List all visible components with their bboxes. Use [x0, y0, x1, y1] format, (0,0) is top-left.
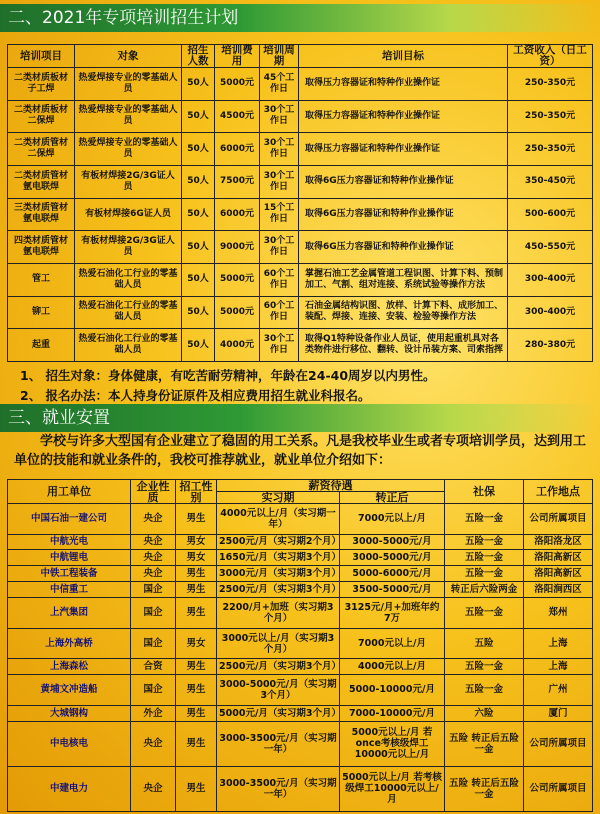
cell-intern: 3000元以上/月（实习期3个月）	[217, 628, 340, 659]
table-row	[8, 534, 593, 550]
cell-fee: 5000元	[215, 68, 260, 101]
cell-location: 公司所属项目	[524, 721, 593, 766]
cell-gender: 男女	[176, 550, 217, 566]
cell-wage: 300-400元	[508, 263, 593, 296]
header-salary: 薪资待遇	[217, 480, 445, 492]
table-row	[8, 566, 593, 582]
cell-goal: 取得Q1特种设备作业人员证，使用起重机具对各类物件进行移位、翻转、设计吊装方案、司索指挥	[299, 329, 508, 362]
cell-location: 公司所属项目	[524, 504, 593, 535]
cell-enrollment: 50人	[182, 68, 215, 101]
cell-project: 四类材质管材氩电联焊	[8, 231, 75, 264]
cell-unit: 中航光电	[8, 534, 131, 550]
cell-regular: 4000元以上/月	[340, 659, 445, 675]
table-row	[8, 231, 593, 264]
table-row	[8, 68, 593, 101]
cell-goal: 石油金属结构识图、放样、计算下料、成形加工、装配、焊接、连接、安装、检验等操作方法	[299, 296, 508, 329]
cell-nature: 国企	[131, 582, 176, 598]
header-unit: 用工单位	[8, 480, 131, 504]
cell-wage: 500-600元	[508, 198, 593, 231]
cell-gender: 男生	[176, 766, 217, 811]
cell-location: 洛阳洛龙区	[524, 534, 593, 550]
cell-insurance: 五险一金	[445, 598, 524, 629]
header-regular: 转正后	[340, 492, 445, 504]
cell-target: 有板材焊接2G/3G证人员	[75, 231, 182, 264]
table-row	[8, 766, 593, 811]
table-row	[8, 504, 593, 535]
cell-nature: 央企	[131, 550, 176, 566]
note-enrollment-target: 1、 招生对象：身体健康，有吃苦耐劳精神，年龄在24-40周岁以内男性。	[20, 368, 436, 383]
cell-wage: 250-350元	[508, 100, 593, 133]
header-period: 培训周期	[260, 45, 299, 68]
cell-insurance: 五险一金	[445, 534, 524, 550]
cell-goal: 取得压力容器证和特种作业操作证	[299, 68, 508, 101]
cell-intern: 3000-5000元/月（实习期3个月）	[217, 675, 340, 706]
table-row	[8, 598, 593, 629]
cell-location: 郑州	[524, 598, 593, 629]
cell-intern: 2500元/月（实习期2个月）	[217, 534, 340, 550]
cell-target: 热爱焊接专业的零基础人员	[75, 133, 182, 166]
cell-insurance: 五险一金	[445, 566, 524, 582]
cell-insurance: 五险一金	[445, 659, 524, 675]
cell-regular: 3500-5000元/月	[340, 582, 445, 598]
cell-enrollment: 50人	[182, 231, 215, 264]
cell-gender: 男女	[176, 534, 217, 550]
cell-location: 洛阳高新区	[524, 550, 593, 566]
cell-nature: 国企	[131, 598, 176, 629]
cell-fee: 6000元	[215, 198, 260, 231]
cell-enrollment: 50人	[182, 263, 215, 296]
cell-period: 60个工作日	[260, 263, 299, 296]
cell-insurance: 五险一金	[445, 504, 524, 535]
header-gender: 招工性别	[176, 480, 217, 504]
cell-target: 热爱焊接专业的零基础人员	[75, 68, 182, 101]
cell-project: 三类材质管材氩电联焊	[8, 198, 75, 231]
cell-period: 30个工作日	[260, 231, 299, 264]
cell-unit: 上海森松	[8, 659, 131, 675]
cell-period: 30个工作日	[260, 329, 299, 362]
cell-nature: 央企	[131, 534, 176, 550]
cell-location: 洛阳涧西区	[524, 582, 593, 598]
cell-period: 30个工作日	[260, 100, 299, 133]
cell-enrollment: 50人	[182, 165, 215, 198]
table-row	[8, 582, 593, 598]
cell-insurance: 五险 转正后五险一金	[445, 721, 524, 766]
table-row	[8, 296, 593, 329]
table-row	[8, 705, 593, 721]
cell-regular: 3000-5000元/月	[340, 534, 445, 550]
cell-project: 管工	[8, 263, 75, 296]
cell-insurance: 转正后六险两金	[445, 582, 524, 598]
cell-nature: 央企	[131, 766, 176, 811]
cell-goal: 取得6G压力容器证和特种作业操作证	[299, 198, 508, 231]
table-header-row	[8, 480, 593, 492]
cell-enrollment: 50人	[182, 133, 215, 166]
cell-target: 有板材焊接6G证人员	[75, 198, 182, 231]
cell-project: 二类材质管材二保焊	[8, 133, 75, 166]
cell-location: 上海	[524, 628, 593, 659]
training-plan-table	[7, 44, 593, 362]
cell-project: 二类材质管材氩电联焊	[8, 165, 75, 198]
table-row	[8, 198, 593, 231]
cell-nature: 国企	[131, 628, 176, 659]
cell-regular: 3000-5000元/月	[340, 550, 445, 566]
cell-fee: 5000元	[215, 296, 260, 329]
table-row	[8, 165, 593, 198]
cell-gender: 男生	[176, 659, 217, 675]
cell-intern: 2500元/月（实习期3个月）	[217, 659, 340, 675]
cell-nature: 央企	[131, 566, 176, 582]
cell-goal: 掌握石油工艺金属管道工程识图、计算下料、预制加工、气割、组对连接、系统试验等操作方法	[299, 263, 508, 296]
table-header-row	[8, 45, 593, 68]
header-target: 对象	[75, 45, 182, 68]
cell-intern: 2200/月+加班（实习期3个月）	[217, 598, 340, 629]
header-nature: 企业性质	[131, 480, 176, 504]
cell-gender: 男生	[176, 721, 217, 766]
cell-intern: 3000元/月（实习期3个月）	[217, 566, 340, 582]
cell-gender: 男生	[176, 675, 217, 706]
header-wage: 工资收入（日工资）	[508, 45, 593, 68]
table-row	[8, 675, 593, 706]
section-title-employment: 三、就业安置	[0, 404, 600, 432]
header-fee: 培训费用	[215, 45, 260, 68]
table-row	[8, 133, 593, 166]
cell-location: 洛阳高新区	[524, 566, 593, 582]
cell-fee: 6000元	[215, 133, 260, 166]
cell-regular: 7000-10000元/月	[340, 705, 445, 721]
cell-unit: 中航锂电	[8, 550, 131, 566]
cell-enrollment: 50人	[182, 329, 215, 362]
cell-unit: 上汽集团	[8, 598, 131, 629]
cell-enrollment: 50人	[182, 296, 215, 329]
cell-target: 热爱焊接专业的零基础人员	[75, 100, 182, 133]
cell-target: 有板材焊接2G/3G证人员	[75, 165, 182, 198]
cell-goal: 取得压力容器证和特种作业操作证	[299, 100, 508, 133]
header-intern: 实习期	[217, 492, 340, 504]
cell-project: 铆工	[8, 296, 75, 329]
cell-target: 热爱石油化工行业的零基础人员	[75, 329, 182, 362]
employment-table	[7, 479, 593, 812]
table-row	[8, 100, 593, 133]
cell-insurance: 五险 转正后五险一金	[445, 766, 524, 811]
cell-target: 热爱石油化工行业的零基础人员	[75, 296, 182, 329]
cell-regular: 5000-10000元/月	[340, 675, 445, 706]
cell-regular: 5000元以上/月 若once考核级焊工10000元以上/月	[340, 721, 445, 766]
cell-project: 二类材质板材二保焊	[8, 100, 75, 133]
header-project: 培训项目	[8, 45, 75, 68]
cell-gender: 男生	[176, 598, 217, 629]
cell-regular: 3125元/月+加班年约7万	[340, 598, 445, 629]
cell-enrollment: 50人	[182, 198, 215, 231]
cell-fee: 7500元	[215, 165, 260, 198]
cell-intern: 2500元/月（实习期3个月）	[217, 582, 340, 598]
cell-nature: 央企	[131, 721, 176, 766]
cell-gender: 男生	[176, 582, 217, 598]
cell-regular: 5000元以上/月 若考核级焊工10000元以上/月	[340, 766, 445, 811]
cell-nature: 国企	[131, 675, 176, 706]
cell-location: 厦门	[524, 705, 593, 721]
cell-gender: 男女	[176, 628, 217, 659]
cell-regular: 7000元以上/月	[340, 504, 445, 535]
table-row	[8, 263, 593, 296]
cell-location: 上海	[524, 659, 593, 675]
employment-intro: 学校与许多大型国有企业建立了稳固的用工关系。凡是我校毕业生或者专项培训学员，达到用工单位的技能和就业条件的，我校可推荐就业，就业单位介绍如下：	[14, 434, 587, 468]
cell-location: 公司所属项目	[524, 766, 593, 811]
header-enrollment: 招生人数	[182, 45, 215, 68]
table-row	[8, 659, 593, 675]
cell-wage: 350-450元	[508, 165, 593, 198]
cell-intern: 1650元/月（实习期3个月）	[217, 550, 340, 566]
header-insurance: 社保	[445, 480, 524, 504]
cell-insurance: 六险	[445, 705, 524, 721]
cell-wage: 250-350元	[508, 68, 593, 101]
cell-fee: 5000元	[215, 263, 260, 296]
cell-intern: 3000-3500元/月（实习期一年）	[217, 766, 340, 811]
cell-unit: 上海外高桥	[8, 628, 131, 659]
cell-project: 二类材质板材子工焊	[8, 68, 75, 101]
cell-nature: 央企	[131, 504, 176, 535]
section-title-training-plan: 二、2021年专项培训招生计划	[0, 4, 600, 32]
cell-unit: 黄埔文冲造船	[8, 675, 131, 706]
cell-gender: 男生	[176, 504, 217, 535]
cell-wage: 280-380元	[508, 329, 593, 362]
table-row	[8, 628, 593, 659]
cell-gender: 男生	[176, 566, 217, 582]
cell-goal: 取得压力容器证和特种作业操作证	[299, 133, 508, 166]
cell-period: 45个工作日	[260, 68, 299, 101]
cell-fee: 9000元	[215, 231, 260, 264]
cell-insurance: 五险一金	[445, 675, 524, 706]
cell-fee: 4500元	[215, 100, 260, 133]
cell-intern: 3000-3500元/月（实习期一年）	[217, 721, 340, 766]
cell-goal: 取得6G压力容器证和特种作业操作证	[299, 231, 508, 264]
cell-fee: 4000元	[215, 329, 260, 362]
cell-wage: 300-400元	[508, 296, 593, 329]
cell-period: 30个工作日	[260, 165, 299, 198]
header-goal: 培训目标	[299, 45, 508, 68]
cell-period: 15个工作日	[260, 198, 299, 231]
cell-regular: 7000元以上/月	[340, 628, 445, 659]
cell-insurance: 五险一金	[445, 550, 524, 566]
cell-target: 热爱石油化工行业的零基础人员	[75, 263, 182, 296]
table-row	[8, 550, 593, 566]
cell-intern: 5000元/月（实习期3个月）	[217, 705, 340, 721]
cell-wage: 450-550元	[508, 231, 593, 264]
cell-intern: 4000元以上/月（实习期一年）	[217, 504, 340, 535]
cell-regular: 5000-6000元/月	[340, 566, 445, 582]
table-row	[8, 329, 593, 362]
cell-unit: 大城钢构	[8, 705, 131, 721]
cell-unit: 中信重工	[8, 582, 131, 598]
cell-insurance: 五险	[445, 628, 524, 659]
cell-location: 广州	[524, 675, 593, 706]
cell-goal: 取得6G压力容器证和特种作业操作证	[299, 165, 508, 198]
cell-unit: 中铁工程装备	[8, 566, 131, 582]
cell-period: 30个工作日	[260, 133, 299, 166]
cell-nature: 合资	[131, 659, 176, 675]
cell-nature: 外企	[131, 705, 176, 721]
cell-unit: 中建电力	[8, 766, 131, 811]
table-row	[8, 721, 593, 766]
note-registration: 2、 报名办法：本人持身份证原件及相应费用招生就业科报名。	[20, 388, 371, 403]
cell-unit: 中国石油一建公司	[8, 504, 131, 535]
cell-gender: 男生	[176, 705, 217, 721]
cell-period: 60个工作日	[260, 296, 299, 329]
cell-enrollment: 50人	[182, 100, 215, 133]
header-location: 工作地点	[524, 480, 593, 504]
cell-project: 起重	[8, 329, 75, 362]
cell-unit: 中电核电	[8, 721, 131, 766]
cell-wage: 250-350元	[508, 133, 593, 166]
